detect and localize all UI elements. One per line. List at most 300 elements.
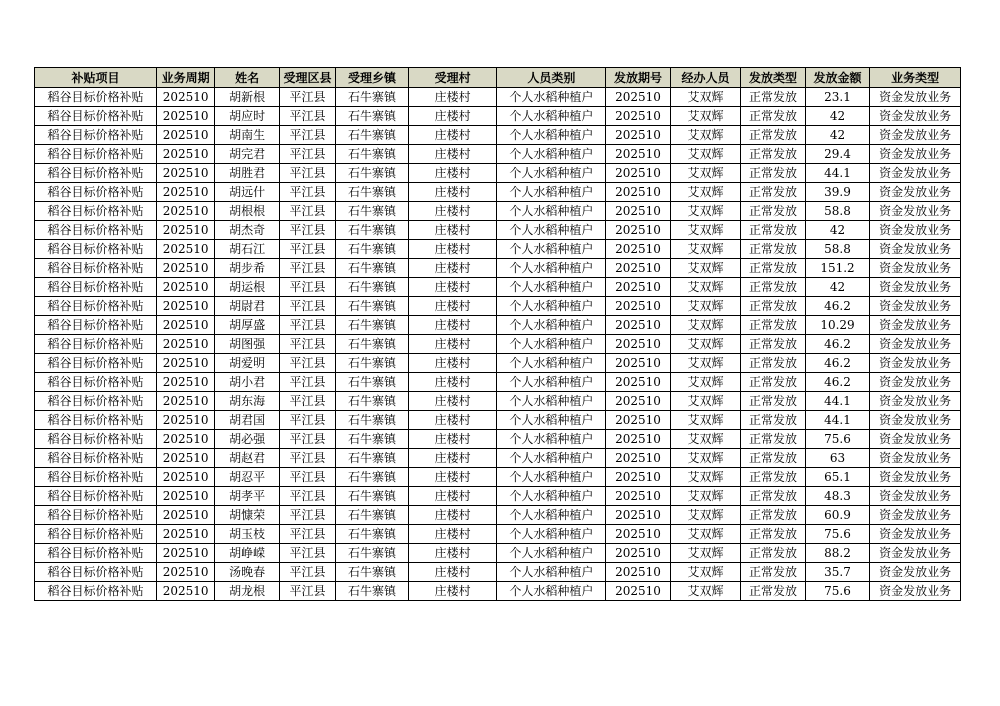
cell-subsidy-item: 稻谷目标价格补贴 (35, 373, 157, 392)
cell-business-period: 202510 (156, 506, 214, 525)
cell-business-period: 202510 (156, 126, 214, 145)
cell-business-type: 资金发放业务 (870, 335, 961, 354)
cell-person-category: 个人水稻种植户 (497, 259, 606, 278)
table-row (35, 126, 961, 145)
cell-handler: 艾双辉 (670, 563, 741, 582)
cell-person-category: 个人水稻种植户 (497, 164, 606, 183)
cell-business-period: 202510 (156, 297, 214, 316)
cell-name: 胡龙根 (215, 582, 279, 601)
cell-subsidy-item: 稻谷目标价格补贴 (35, 449, 157, 468)
cell-village: 庄楼村 (408, 145, 497, 164)
table-row (35, 335, 961, 354)
table-row (35, 582, 961, 601)
cell-district: 平江县 (279, 126, 335, 145)
cell-subsidy-item: 稻谷目标价格补贴 (35, 544, 157, 563)
cell-business-type: 资金发放业务 (870, 240, 961, 259)
table-row (35, 430, 961, 449)
cell-issue-number: 202510 (606, 259, 670, 278)
cell-business-period: 202510 (156, 411, 214, 430)
cell-township: 石牛寨镇 (336, 449, 409, 468)
cell-business-type: 资金发放业务 (870, 582, 961, 601)
cell-subsidy-item: 稻谷目标价格补贴 (35, 278, 157, 297)
cell-issue-number: 202510 (606, 411, 670, 430)
cell-subsidy-item: 稻谷目标价格补贴 (35, 335, 157, 354)
cell-business-type: 资金发放业务 (870, 468, 961, 487)
cell-name: 胡慷荣 (215, 506, 279, 525)
cell-handler: 艾双辉 (670, 525, 741, 544)
header-row (35, 68, 961, 88)
cell-handler: 艾双辉 (670, 88, 741, 107)
cell-amount: 75.6 (805, 582, 869, 601)
cell-township: 石牛寨镇 (336, 525, 409, 544)
cell-township: 石牛寨镇 (336, 506, 409, 525)
cell-subsidy-item: 稻谷目标价格补贴 (35, 506, 157, 525)
cell-village: 庄楼村 (408, 487, 497, 506)
cell-subsidy-item: 稻谷目标价格补贴 (35, 430, 157, 449)
cell-issue-number: 202510 (606, 221, 670, 240)
cell-handler: 艾双辉 (670, 354, 741, 373)
table-row (35, 145, 961, 164)
cell-subsidy-item: 稻谷目标价格补贴 (35, 468, 157, 487)
cell-issue-type: 正常发放 (741, 373, 805, 392)
cell-district: 平江县 (279, 506, 335, 525)
table-row (35, 202, 961, 221)
cell-business-type: 资金发放业务 (870, 563, 961, 582)
column-header-name: 姓名 (215, 68, 279, 88)
cell-issue-type: 正常发放 (741, 107, 805, 126)
cell-name: 胡孝平 (215, 487, 279, 506)
cell-name: 胡根根 (215, 202, 279, 221)
cell-business-type: 资金发放业务 (870, 88, 961, 107)
cell-issue-number: 202510 (606, 525, 670, 544)
cell-issue-number: 202510 (606, 487, 670, 506)
cell-issue-type: 正常发放 (741, 240, 805, 259)
cell-business-type: 资金发放业务 (870, 126, 961, 145)
cell-village: 庄楼村 (408, 430, 497, 449)
cell-business-period: 202510 (156, 392, 214, 411)
cell-business-period: 202510 (156, 449, 214, 468)
cell-person-category: 个人水稻种植户 (497, 145, 606, 164)
cell-amount: 75.6 (805, 430, 869, 449)
column-header-issue-number: 发放期号 (606, 68, 670, 88)
cell-issue-type: 正常发放 (741, 183, 805, 202)
table-row (35, 411, 961, 430)
cell-business-type: 资金发放业务 (870, 544, 961, 563)
cell-business-period: 202510 (156, 107, 214, 126)
cell-district: 平江县 (279, 316, 335, 335)
cell-business-type: 资金发放业务 (870, 411, 961, 430)
cell-village: 庄楼村 (408, 202, 497, 221)
cell-issue-number: 202510 (606, 88, 670, 107)
cell-person-category: 个人水稻种植户 (497, 278, 606, 297)
cell-handler: 艾双辉 (670, 240, 741, 259)
cell-business-period: 202510 (156, 240, 214, 259)
cell-subsidy-item: 稻谷目标价格补贴 (35, 202, 157, 221)
table-row (35, 107, 961, 126)
cell-amount: 65.1 (805, 468, 869, 487)
cell-business-type: 资金发放业务 (870, 107, 961, 126)
cell-issue-type: 正常发放 (741, 392, 805, 411)
cell-handler: 艾双辉 (670, 316, 741, 335)
cell-district: 平江县 (279, 449, 335, 468)
cell-issue-type: 正常发放 (741, 582, 805, 601)
cell-name: 胡南生 (215, 126, 279, 145)
cell-district: 平江县 (279, 354, 335, 373)
cell-issue-number: 202510 (606, 430, 670, 449)
cell-business-period: 202510 (156, 335, 214, 354)
cell-district: 平江县 (279, 430, 335, 449)
cell-issue-type: 正常发放 (741, 221, 805, 240)
cell-village: 庄楼村 (408, 563, 497, 582)
cell-issue-number: 202510 (606, 506, 670, 525)
cell-issue-number: 202510 (606, 183, 670, 202)
cell-handler: 艾双辉 (670, 183, 741, 202)
cell-issue-number: 202510 (606, 582, 670, 601)
column-header-subsidy-item: 补贴项目 (35, 68, 157, 88)
cell-district: 平江县 (279, 107, 335, 126)
cell-handler: 艾双辉 (670, 221, 741, 240)
cell-business-type: 资金发放业务 (870, 316, 961, 335)
cell-handler: 艾双辉 (670, 430, 741, 449)
cell-village: 庄楼村 (408, 183, 497, 202)
cell-name: 胡小君 (215, 373, 279, 392)
cell-amount: 44.1 (805, 392, 869, 411)
cell-amount: 46.2 (805, 373, 869, 392)
cell-issue-type: 正常发放 (741, 411, 805, 430)
cell-township: 石牛寨镇 (336, 430, 409, 449)
cell-handler: 艾双辉 (670, 335, 741, 354)
cell-subsidy-item: 稻谷目标价格补贴 (35, 164, 157, 183)
cell-business-type: 资金发放业务 (870, 164, 961, 183)
column-header-issue-type: 发放类型 (741, 68, 805, 88)
cell-person-category: 个人水稻种植户 (497, 487, 606, 506)
cell-handler: 艾双辉 (670, 544, 741, 563)
column-header-business-type: 业务类型 (870, 68, 961, 88)
cell-amount: 58.8 (805, 240, 869, 259)
cell-handler: 艾双辉 (670, 373, 741, 392)
cell-issue-type: 正常发放 (741, 202, 805, 221)
cell-issue-number: 202510 (606, 145, 670, 164)
cell-village: 庄楼村 (408, 164, 497, 183)
cell-person-category: 个人水稻种植户 (497, 354, 606, 373)
cell-district: 平江县 (279, 259, 335, 278)
cell-person-category: 个人水稻种植户 (497, 221, 606, 240)
cell-issue-number: 202510 (606, 392, 670, 411)
cell-amount: 42 (805, 221, 869, 240)
cell-person-category: 个人水稻种植户 (497, 297, 606, 316)
cell-name: 胡步希 (215, 259, 279, 278)
cell-handler: 艾双辉 (670, 411, 741, 430)
cell-person-category: 个人水稻种植户 (497, 449, 606, 468)
table-row (35, 259, 961, 278)
table-row (35, 240, 961, 259)
cell-district: 平江县 (279, 240, 335, 259)
cell-district: 平江县 (279, 544, 335, 563)
table-row (35, 297, 961, 316)
cell-district: 平江县 (279, 221, 335, 240)
cell-handler: 艾双辉 (670, 487, 741, 506)
cell-name: 胡爱明 (215, 354, 279, 373)
cell-business-type: 资金发放业务 (870, 221, 961, 240)
cell-amount: 29.4 (805, 145, 869, 164)
cell-issue-number: 202510 (606, 468, 670, 487)
cell-subsidy-item: 稻谷目标价格补贴 (35, 354, 157, 373)
cell-village: 庄楼村 (408, 392, 497, 411)
table-row (35, 354, 961, 373)
cell-business-type: 资金发放业务 (870, 354, 961, 373)
cell-business-period: 202510 (156, 164, 214, 183)
cell-name: 胡运根 (215, 278, 279, 297)
cell-issue-number: 202510 (606, 278, 670, 297)
cell-subsidy-item: 稻谷目标价格补贴 (35, 126, 157, 145)
cell-issue-type: 正常发放 (741, 259, 805, 278)
cell-business-period: 202510 (156, 487, 214, 506)
cell-person-category: 个人水稻种植户 (497, 506, 606, 525)
cell-district: 平江县 (279, 582, 335, 601)
cell-district: 平江县 (279, 88, 335, 107)
cell-township: 石牛寨镇 (336, 468, 409, 487)
cell-business-period: 202510 (156, 88, 214, 107)
table-row (35, 506, 961, 525)
cell-business-period: 202510 (156, 259, 214, 278)
cell-township: 石牛寨镇 (336, 354, 409, 373)
cell-person-category: 个人水稻种植户 (497, 430, 606, 449)
cell-subsidy-item: 稻谷目标价格补贴 (35, 563, 157, 582)
cell-village: 庄楼村 (408, 316, 497, 335)
cell-township: 石牛寨镇 (336, 373, 409, 392)
table-row (35, 278, 961, 297)
cell-village: 庄楼村 (408, 240, 497, 259)
cell-amount: 58.8 (805, 202, 869, 221)
cell-name: 胡君国 (215, 411, 279, 430)
cell-business-period: 202510 (156, 145, 214, 164)
cell-issue-type: 正常发放 (741, 468, 805, 487)
cell-amount: 44.1 (805, 164, 869, 183)
cell-village: 庄楼村 (408, 221, 497, 240)
cell-subsidy-item: 稻谷目标价格补贴 (35, 392, 157, 411)
cell-village: 庄楼村 (408, 449, 497, 468)
cell-village: 庄楼村 (408, 278, 497, 297)
cell-handler: 艾双辉 (670, 107, 741, 126)
cell-village: 庄楼村 (408, 354, 497, 373)
cell-issue-type: 正常发放 (741, 297, 805, 316)
cell-township: 石牛寨镇 (336, 88, 409, 107)
cell-township: 石牛寨镇 (336, 487, 409, 506)
cell-handler: 艾双辉 (670, 164, 741, 183)
cell-issue-number: 202510 (606, 202, 670, 221)
table-row (35, 316, 961, 335)
cell-name: 胡新根 (215, 88, 279, 107)
cell-district: 平江县 (279, 145, 335, 164)
cell-district: 平江县 (279, 487, 335, 506)
cell-person-category: 个人水稻种植户 (497, 107, 606, 126)
cell-business-period: 202510 (156, 544, 214, 563)
column-header-village: 受理村 (408, 68, 497, 88)
column-header-business-period: 业务周期 (156, 68, 214, 88)
cell-township: 石牛寨镇 (336, 392, 409, 411)
cell-village: 庄楼村 (408, 525, 497, 544)
cell-village: 庄楼村 (408, 259, 497, 278)
cell-handler: 艾双辉 (670, 202, 741, 221)
cell-district: 平江县 (279, 563, 335, 582)
cell-name: 胡峥嵘 (215, 544, 279, 563)
cell-name: 胡东海 (215, 392, 279, 411)
cell-village: 庄楼村 (408, 297, 497, 316)
cell-district: 平江县 (279, 278, 335, 297)
cell-business-period: 202510 (156, 316, 214, 335)
cell-handler: 艾双辉 (670, 449, 741, 468)
cell-village: 庄楼村 (408, 544, 497, 563)
table-row (35, 183, 961, 202)
cell-subsidy-item: 稻谷目标价格补贴 (35, 487, 157, 506)
cell-business-period: 202510 (156, 202, 214, 221)
cell-issue-type: 正常发放 (741, 449, 805, 468)
cell-business-type: 资金发放业务 (870, 430, 961, 449)
cell-person-category: 个人水稻种植户 (497, 563, 606, 582)
cell-handler: 艾双辉 (670, 145, 741, 164)
cell-village: 庄楼村 (408, 126, 497, 145)
cell-township: 石牛寨镇 (336, 297, 409, 316)
cell-amount: 46.2 (805, 335, 869, 354)
cell-district: 平江县 (279, 335, 335, 354)
cell-township: 石牛寨镇 (336, 544, 409, 563)
cell-village: 庄楼村 (408, 335, 497, 354)
cell-issue-number: 202510 (606, 316, 670, 335)
cell-business-period: 202510 (156, 183, 214, 202)
table-row (35, 164, 961, 183)
cell-subsidy-item: 稻谷目标价格补贴 (35, 582, 157, 601)
table-row (35, 449, 961, 468)
cell-business-type: 资金发放业务 (870, 278, 961, 297)
cell-business-period: 202510 (156, 582, 214, 601)
cell-handler: 艾双辉 (670, 126, 741, 145)
cell-person-category: 个人水稻种植户 (497, 240, 606, 259)
cell-subsidy-item: 稻谷目标价格补贴 (35, 107, 157, 126)
cell-name: 胡石江 (215, 240, 279, 259)
cell-handler: 艾双辉 (670, 259, 741, 278)
column-header-township: 受理乡镇 (336, 68, 409, 88)
cell-person-category: 个人水稻种植户 (497, 392, 606, 411)
cell-handler: 艾双辉 (670, 392, 741, 411)
cell-issue-type: 正常发放 (741, 487, 805, 506)
cell-name: 胡胜君 (215, 164, 279, 183)
cell-name: 胡必强 (215, 430, 279, 449)
cell-name: 胡图强 (215, 335, 279, 354)
cell-handler: 艾双辉 (670, 468, 741, 487)
cell-amount: 35.7 (805, 563, 869, 582)
cell-amount: 23.1 (805, 88, 869, 107)
cell-name: 胡应时 (215, 107, 279, 126)
cell-issue-number: 202510 (606, 297, 670, 316)
cell-issue-type: 正常发放 (741, 126, 805, 145)
cell-business-period: 202510 (156, 354, 214, 373)
cell-issue-number: 202510 (606, 126, 670, 145)
cell-amount: 42 (805, 107, 869, 126)
cell-issue-number: 202510 (606, 164, 670, 183)
cell-person-category: 个人水稻种植户 (497, 411, 606, 430)
table-row (35, 373, 961, 392)
cell-business-type: 资金发放业务 (870, 183, 961, 202)
cell-amount: 46.2 (805, 297, 869, 316)
cell-amount: 151.2 (805, 259, 869, 278)
cell-issue-number: 202510 (606, 449, 670, 468)
cell-village: 庄楼村 (408, 373, 497, 392)
cell-business-type: 资金发放业务 (870, 449, 961, 468)
cell-subsidy-item: 稻谷目标价格补贴 (35, 297, 157, 316)
cell-subsidy-item: 稻谷目标价格补贴 (35, 316, 157, 335)
cell-township: 石牛寨镇 (336, 259, 409, 278)
cell-business-type: 资金发放业务 (870, 525, 961, 544)
cell-amount: 60.9 (805, 506, 869, 525)
cell-township: 石牛寨镇 (336, 316, 409, 335)
cell-business-period: 202510 (156, 373, 214, 392)
cell-township: 石牛寨镇 (336, 164, 409, 183)
column-header-district: 受理区县 (279, 68, 335, 88)
cell-amount: 42 (805, 278, 869, 297)
cell-issue-number: 202510 (606, 373, 670, 392)
cell-name: 胡玉枝 (215, 525, 279, 544)
cell-subsidy-item: 稻谷目标价格补贴 (35, 259, 157, 278)
cell-subsidy-item: 稻谷目标价格补贴 (35, 221, 157, 240)
cell-business-period: 202510 (156, 563, 214, 582)
cell-business-type: 资金发放业务 (870, 487, 961, 506)
cell-issue-type: 正常发放 (741, 525, 805, 544)
cell-amount: 10.29 (805, 316, 869, 335)
cell-district: 平江县 (279, 525, 335, 544)
cell-village: 庄楼村 (408, 411, 497, 430)
cell-name: 胡杰奇 (215, 221, 279, 240)
cell-business-period: 202510 (156, 278, 214, 297)
cell-business-period: 202510 (156, 430, 214, 449)
table-row (35, 392, 961, 411)
cell-subsidy-item: 稻谷目标价格补贴 (35, 145, 157, 164)
cell-township: 石牛寨镇 (336, 278, 409, 297)
cell-issue-type: 正常发放 (741, 563, 805, 582)
cell-township: 石牛寨镇 (336, 582, 409, 601)
cell-handler: 艾双辉 (670, 297, 741, 316)
table-row (35, 487, 961, 506)
cell-name: 胡远什 (215, 183, 279, 202)
cell-business-type: 资金发放业务 (870, 392, 961, 411)
cell-name: 胡尉君 (215, 297, 279, 316)
cell-person-category: 个人水稻种植户 (497, 316, 606, 335)
cell-issue-type: 正常发放 (741, 430, 805, 449)
cell-subsidy-item: 稻谷目标价格补贴 (35, 411, 157, 430)
table-row (35, 88, 961, 107)
cell-issue-type: 正常发放 (741, 335, 805, 354)
cell-name: 胡赵君 (215, 449, 279, 468)
cell-district: 平江县 (279, 183, 335, 202)
table-row (35, 221, 961, 240)
cell-issue-type: 正常发放 (741, 145, 805, 164)
cell-person-category: 个人水稻种植户 (497, 183, 606, 202)
cell-township: 石牛寨镇 (336, 107, 409, 126)
cell-issue-number: 202510 (606, 107, 670, 126)
cell-issue-number: 202510 (606, 335, 670, 354)
cell-issue-type: 正常发放 (741, 88, 805, 107)
cell-township: 石牛寨镇 (336, 221, 409, 240)
cell-village: 庄楼村 (408, 468, 497, 487)
cell-subsidy-item: 稻谷目标价格补贴 (35, 525, 157, 544)
cell-person-category: 个人水稻种植户 (497, 88, 606, 107)
cell-business-type: 资金发放业务 (870, 145, 961, 164)
cell-township: 石牛寨镇 (336, 563, 409, 582)
cell-issue-type: 正常发放 (741, 506, 805, 525)
cell-name: 胡忍平 (215, 468, 279, 487)
cell-business-type: 资金发放业务 (870, 506, 961, 525)
cell-amount: 39.9 (805, 183, 869, 202)
cell-amount: 75.6 (805, 525, 869, 544)
